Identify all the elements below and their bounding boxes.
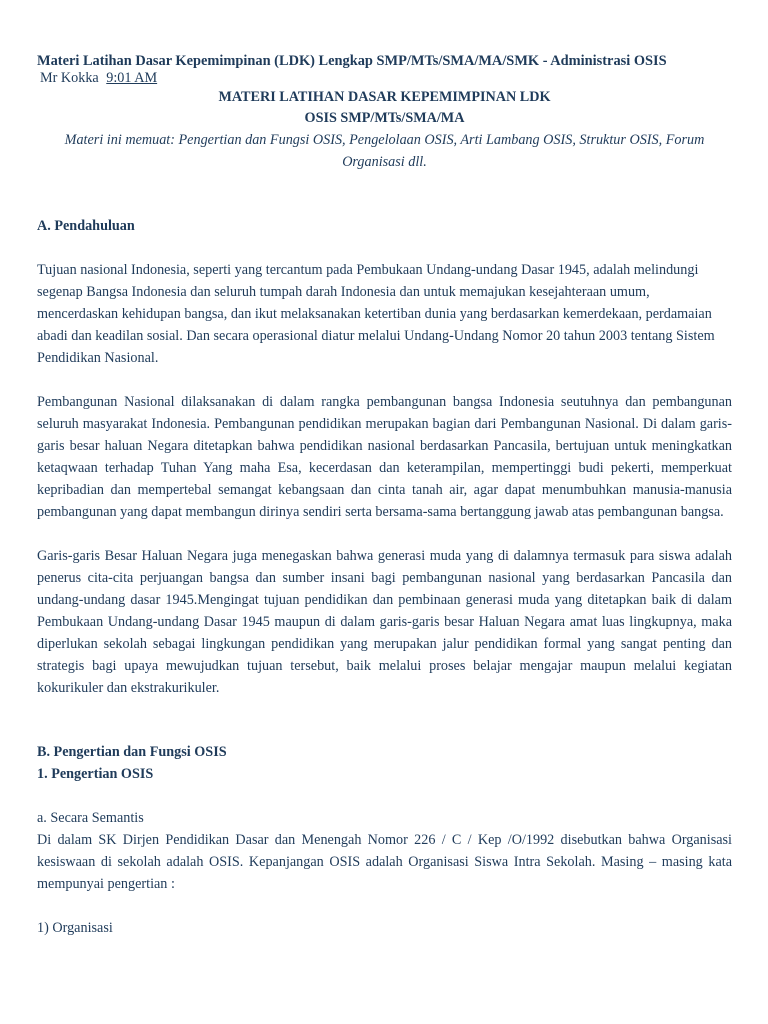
document-heading-line2: OSIS SMP/MTs/SMA/MA [304, 110, 465, 126]
spacer [37, 785, 732, 807]
post-title[interactable]: Materi Latihan Dasar Kepemimpinan (LDK) Lengkap SMP/MTs/SMA/MA/SMK - Administrasi OSIS [37, 53, 667, 69]
item-a-text: Di dalam SK Dirjen Pendidikan Dasar dan Menengah Nomor 226 / C / Kep /O/1992 disebutkan bahwa Organisasi kesiswaan di sekolah adalah OSIS. Kepanjangan OSIS adalah Organisasi Siswa Intra Sekolah. Masing – masing kata mempunyai pengertian : [37, 832, 732, 892]
spacer [37, 237, 732, 259]
section-b-heading: B. Pengertian dan Fungsi OSIS [37, 744, 227, 760]
post-byline [40, 70, 732, 87]
spacer [37, 523, 732, 545]
post-time-link[interactable]: 9:01 AM [106, 70, 158, 86]
section-b-subheading: 1. Pengertian OSIS [37, 766, 154, 782]
document-subtitle: Materi ini memuat: Pengertian dan Fungsi OSIS, Pengelolaan OSIS, Arti Lambang OSIS, Struktur OSIS, Forum Organisasi dll. [64, 132, 705, 170]
spacer [37, 699, 732, 741]
spacer [37, 369, 732, 391]
item-a-label: a. Secara Semantis [37, 810, 144, 826]
section-a-paragraph-1: Tujuan nasional Indonesia, seperti yang tercantum pada Pembukaan Undang-undang Dasar 1945, adalah melindungi segenap Bangsa Indonesia dan seluruh tumpah darah Indonesia dan untuk memajukan kesejahteraan umum, mencerdaskan kehidupan bangsa, dan ikut melaksanakan ketertiban dunia yang berdasarkan kemerdekaan, perdamaian abadi dan keadilan sosial. Dan secara operasional diatur melalui Undang-Undang Nomor 20 tahun 2003 tentang Sistem Pendidikan Nasional. [37, 262, 715, 366]
spacer [37, 895, 732, 917]
section-a-heading: A. Pendahuluan [37, 218, 135, 234]
document-heading-line1: MATERI LATIHAN DASAR KEPEMIMPINAN LDK [218, 89, 551, 105]
section-a-paragraph-3: Garis-garis Besar Haluan Negara juga menegaskan bahwa generasi muda yang di dalamnya termasuk para siswa adalah penerus cita-cita perjuangan bangsa dan sumber insani bagi pembangunan nasional yang berdasarkan Pancasila dan undang-undang dasar 1945.Mengingat tujuan pendidikan dan pembinaan generasi muda yang ditetapkan baik di dalam Pembukaan Undang-undang Dasar 1945 maupun di dalam garis-garis besar Haluan Negara amat luas lingkupnya, maka diperlukan sekolah sebagai lingkungan pendidikan yang merupakan jalur pendidikan formal yang sangat penting dan strategis bagi upaya mewujudkan tujuan tersebut, baik melalui proses belajar mengajar maupun melalui kegiatan kokurikuler dan ekstrakurikuler. [37, 548, 732, 696]
document-page [37, 52, 732, 939]
post-author[interactable]: Mr Kokka [40, 70, 99, 86]
item-1-label: 1) Organisasi [37, 920, 113, 936]
section-a-paragraph-2: Pembangunan Nasional dilaksanakan di dalam rangka pembangunan bangsa Indonesia seutuhnya dan pembangunan seluruh masyarakat Indonesia. Pembangunan pendidikan merupakan bagian dari Pembangunan Nasional. Di dalam garis-garis besar haluan Negara ditetapkan bahwa pendidikan nasional berdasarkan Pancasila, bertujuan untuk meningkatkan ketaqwaan terhadap Tuhan Yang maha Esa, kecerdasan dan keterampilan, mempertinggi budi pekerti, memperkuat kepribadian dan mempertebal semangat kebangsaan dan cinta tanah air, agar dapat menumbuhkan manusia-manusia pembangunan yang dapat membangun dirinya sendiri serta bersama-sama bertanggung jawab atas pembangunan bangsa. [37, 394, 732, 520]
spacer [37, 173, 732, 215]
